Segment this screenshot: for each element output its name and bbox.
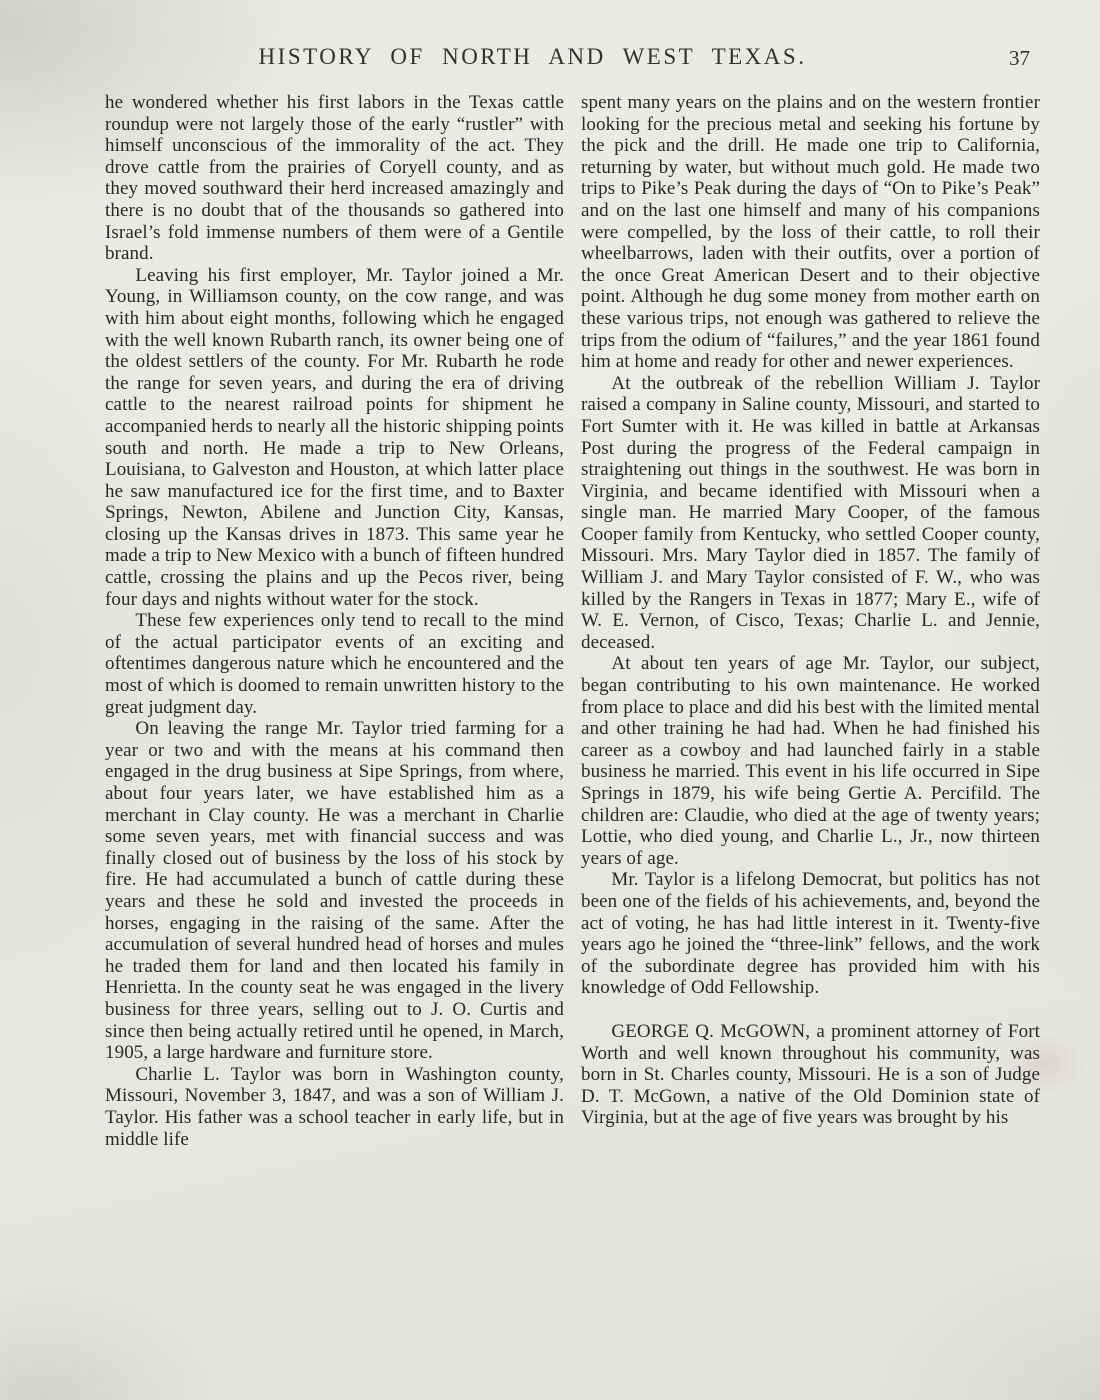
paragraph: he wondered whether his first labors in the Texas cattle roundup were not largely those of the early “rustler” with himself unconscious of the immorality of the act. They drove cattle from the prairies of Coryell county, and as they moved southward their herd increased amazingly and there is no doubt that of the thousands so gathered into Israel’s fold immense numbers of them were of a Gentile brand.: [105, 92, 564, 265]
paragraph: Mr. Taylor is a lifelong Democrat, but politics has not been one of the fields of his achievements, and, beyond the act of voting, he has had little interest in it. Twenty-five years ago he joined the “three-link” fellows, and the work of the subordinate degree has provided him with his knowledge of Odd Fellowship.: [581, 869, 1040, 999]
paragraph: Leaving his first employer, Mr. Taylor joined a Mr. Young, in Williamson county, on the cow range, and was with him about eight months, following which he engaged with the well known Rubarth ranch, its owner being one of the oldest settlers of the county. For Mr. Rubarth he rode the range for seven years, and during the era of driving cattle to the nearest railroad points for shipment he accompanied herds to nearly all the historic shipping points south and north. He made a trip to New Orleans, Louisiana, to Galveston and Houston, at which latter place he saw manufactured ice for the first time, and to Baxter Springs, Newton, Abilene and Junction City, Kansas, closing up the Kansas drives in 1873. This same year he made a trip to New Mexico with a bunch of fifteen hundred cattle, crossing the plains and up the Pecos river, being four days and nights without water for the stock.: [105, 264, 564, 610]
right-column: [581, 92, 1040, 1150]
page-title: HISTORY OF NORTH AND WEST TEXAS.: [258, 44, 807, 69]
page-header: [105, 44, 1040, 78]
paragraph: At the outbreak of the rebellion William J. Taylor raised a company in Saline county, Missouri, and started to Fort Sumter with it. He was killed in battle at Arkansas Post during the progress of the Federal campaign in straightening out things in the southwest. He was born in Virginia, and became identified with Missouri when a single man. He married Mary Cooper, of the famous Cooper family from Kentucky, who settled Cooper county, Missouri. Mrs. Mary Taylor died in 1857. The family of William J. and Mary Taylor consisted of F. W., who was killed by the Rangers in Texas in 1877; Mary E., wife of W. E. Vernon, of Cisco, Texas; Charlie L. and Jennie, deceased.: [581, 372, 1040, 653]
paragraph: These few experiences only tend to recall to the mind of the actual participator events of an exciting and oftentimes dangerous nature which he encountered and the most of which is doomed to remain unwritten history to the great judgment day.: [105, 610, 564, 718]
page-number: 37: [1009, 46, 1030, 70]
text-columns: [105, 92, 1040, 1150]
paragraph: At about ten years of age Mr. Taylor, our subject, began contributing to his own maintenance. He worked from place to place and did his best with the limited mental and other training he had had. When he had finished his career as a cowboy and had launched fairly in a stable business he married. This event in his life occurred in Sipe Springs in 1879, his wife being Gertie A. Percifild. The children are: Claudie, who died at the age of twenty years; Lottie, who died young, and Charlie L., Jr., now thirteen years of age.: [581, 653, 1040, 869]
left-column: [105, 92, 564, 1150]
paragraph: On leaving the range Mr. Taylor tried farming for a year or two and with the means at his command then engaged in the drug business at Sipe Springs, from where, about four years later, we have established him as a merchant in Clay county. He was a merchant in Charlie some seven years, met with financial success and was finally closed out of business by the loss of his stock by fire. He had accumulated a bunch of cattle during these years and these he sold and invested the proceeds in horses, engaging in the raising of the same. After the accumulation of several hundred head of horses and mules he traded them for land and then located his family in Henrietta. In the county seat he was engaged in the livery business for three years, selling out to J. O. Curtis and since then being actually retired until he opened, in March, 1905, a large hardware and furniture store.: [105, 718, 564, 1064]
paragraph: Charlie L. Taylor was born in Washington county, Missouri, November 3, 1847, and was a son of William J. Taylor. His father was a school teacher in early life, but in middle life: [105, 1063, 564, 1150]
paragraph: spent many years on the plains and on the western frontier looking for the precious metal and seeking his fortune by the pick and the drill. He made one trip to California, returning by water, but without much gold. He made two trips to Pike’s Peak during the days of “On to Pike’s Peak” and on the last one himself and many of his companions were compelled, by the loss of their cattle, to roll their wheelbarrows, laden with their outfits, over a portion of the once Great American Desert and to their objective point. Although he dug some money from mother earth on these various trips, not enough was gathered to relieve the trips from the odium of “failures,” and the year 1861 found him at home and ready for other and newer experiences.: [581, 92, 1040, 373]
paragraph-new-entry: GEORGE Q. McGOWN, a prominent attorney of Fort Worth and well known throughout his community, was born in St. Charles county, Missouri. He is a son of Judge D. T. McGown, a native of the Old Dominion state of Virginia, but at the age of five years was brought by his: [581, 1020, 1040, 1129]
